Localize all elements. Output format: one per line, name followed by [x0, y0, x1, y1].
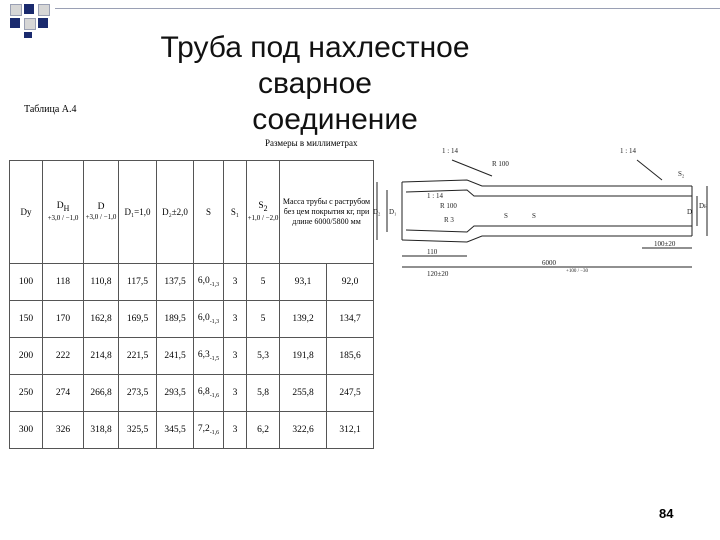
label-dim-120: 120±20	[427, 270, 449, 278]
label-dn-right: Dн	[699, 202, 708, 210]
label-dim-100: 100±20	[654, 240, 676, 248]
slide-title	[100, 30, 530, 138]
header-mass: Масса трубы с раструбом без цем покрытия кг, при длине 6000/5800 мм	[280, 161, 374, 264]
cell-d2: 345,5	[157, 412, 194, 449]
cell-d1: 221,5	[119, 338, 157, 375]
cell-dy: 250	[10, 375, 43, 412]
leader-r100-top	[452, 160, 492, 176]
header-d2: D₂±2,0	[157, 161, 194, 264]
label-taper-top: 1 : 14	[442, 147, 458, 155]
cell-s2: 5,3	[247, 338, 280, 375]
cell-dn: 274	[43, 375, 84, 412]
cell-dy: 150	[10, 301, 43, 338]
cell-d: 266,8	[84, 375, 119, 412]
cell-d1: 117,5	[119, 264, 157, 301]
label-dim-6000-tol: +100 / −30	[566, 269, 589, 274]
cell-d: 110,8	[84, 264, 119, 301]
cell-dy: 300	[10, 412, 43, 449]
top-rule	[55, 8, 720, 9]
cell-mass-6000: 191,8	[280, 338, 327, 375]
pipe-outline-bottom	[402, 236, 692, 242]
cell-mass-5800: 185,6	[327, 338, 374, 375]
corner-decor	[0, 0, 60, 40]
cell-d2: 241,5	[157, 338, 194, 375]
table-row	[10, 338, 374, 375]
header-s: S	[194, 161, 224, 264]
cell-mass-6000: 255,8	[280, 375, 327, 412]
label-taper-left: 1 : 14	[427, 192, 443, 200]
header-dy: Dy	[10, 161, 43, 264]
pipe-inner-bottom	[406, 226, 692, 232]
cell-mass-6000: 93,1	[280, 264, 327, 301]
cell-dn: 170	[43, 301, 84, 338]
cell-d1: 273,5	[119, 375, 157, 412]
label-d-right: D	[687, 208, 693, 216]
cell-s1: 3	[224, 338, 247, 375]
table-row	[10, 301, 374, 338]
title-line-1: Труба под нахлестное сварное	[160, 31, 470, 100]
label-d2: D₂	[373, 208, 381, 216]
cell-d2: 293,5	[157, 375, 194, 412]
cell-d: 214,8	[84, 338, 119, 375]
dimensions-note: Размеры в миллиметрах	[265, 138, 358, 148]
label-r100-mid: R 100	[440, 202, 457, 210]
page-number: 84	[659, 506, 674, 521]
pipe-drawing	[372, 140, 712, 290]
header-s2: $S_2$ +1,0 / −2,0	[247, 161, 280, 264]
cell-mass-5800: 247,5	[327, 375, 374, 412]
cell-s1: 3	[224, 375, 247, 412]
cell-s2: 6,2	[247, 412, 280, 449]
label-r3: R 3	[444, 216, 454, 224]
decor-square	[10, 18, 20, 28]
label-s-mid: S	[532, 212, 536, 220]
cell-mass-6000: 139,2	[280, 301, 327, 338]
cell-s: $6,8_{-1,6}$	[194, 375, 224, 412]
decor-square	[38, 4, 50, 16]
header-dn: $D_H$ +3,0 / −1,0	[43, 161, 84, 264]
cell-d1: 325,5	[119, 412, 157, 449]
table-row	[10, 264, 374, 301]
cell-s2: 5	[247, 264, 280, 301]
decor-square	[38, 18, 48, 28]
title-line-2: соединение	[252, 103, 418, 136]
decor-square	[24, 4, 34, 14]
cell-dy: 100	[10, 264, 43, 301]
decor-square	[24, 32, 32, 38]
label-d1: D₁	[389, 208, 397, 216]
header-d: D +3,0 / −1,0	[84, 161, 119, 264]
pipe-dimensions-table	[9, 160, 374, 449]
cell-s: $6,0_{-1,3}$	[194, 301, 224, 338]
cell-s1: 3	[224, 412, 247, 449]
header-d1: D₁=1,0	[119, 161, 157, 264]
leader-taper-right	[637, 160, 662, 180]
cell-dy: 200	[10, 338, 43, 375]
cell-mass-6000: 322,6	[280, 412, 327, 449]
table-row	[10, 412, 374, 449]
table-caption: Таблица А.4	[24, 104, 77, 115]
cell-s: $7,2_{-1,6}$	[194, 412, 224, 449]
cell-s2: 5,8	[247, 375, 280, 412]
label-taper-top-right: 1 : 14	[620, 147, 636, 155]
cell-d: 162,8	[84, 301, 119, 338]
label-dim-110: 110	[427, 248, 438, 256]
label-dim-6000: 6000	[542, 259, 556, 267]
cell-s: $6,0_{-1,3}$	[194, 264, 224, 301]
cell-d1: 169,5	[119, 301, 157, 338]
table-row	[10, 375, 374, 412]
header-s1: S₁	[224, 161, 247, 264]
cell-d2: 137,5	[157, 264, 194, 301]
decor-square	[24, 18, 36, 30]
cell-mass-5800: 92,0	[327, 264, 374, 301]
cell-mass-5800: 134,7	[327, 301, 374, 338]
pipe-outline-top	[402, 180, 692, 186]
label-s-left: S	[504, 212, 508, 220]
cell-d2: 189,5	[157, 301, 194, 338]
label-s2: S₂	[678, 170, 685, 178]
cell-s: $6,3_{-1,5}$	[194, 338, 224, 375]
cell-s1: 3	[224, 264, 247, 301]
decor-square	[10, 4, 22, 16]
cell-mass-5800: 312,1	[327, 412, 374, 449]
cell-s1: 3	[224, 301, 247, 338]
pipe-inner-top	[406, 190, 692, 196]
cell-d: 318,8	[84, 412, 119, 449]
cell-dn: 118	[43, 264, 84, 301]
cell-s2: 5	[247, 301, 280, 338]
label-r100-top: R 100	[492, 160, 509, 168]
cell-dn: 222	[43, 338, 84, 375]
cell-dn: 326	[43, 412, 84, 449]
table-header-row	[10, 161, 374, 264]
